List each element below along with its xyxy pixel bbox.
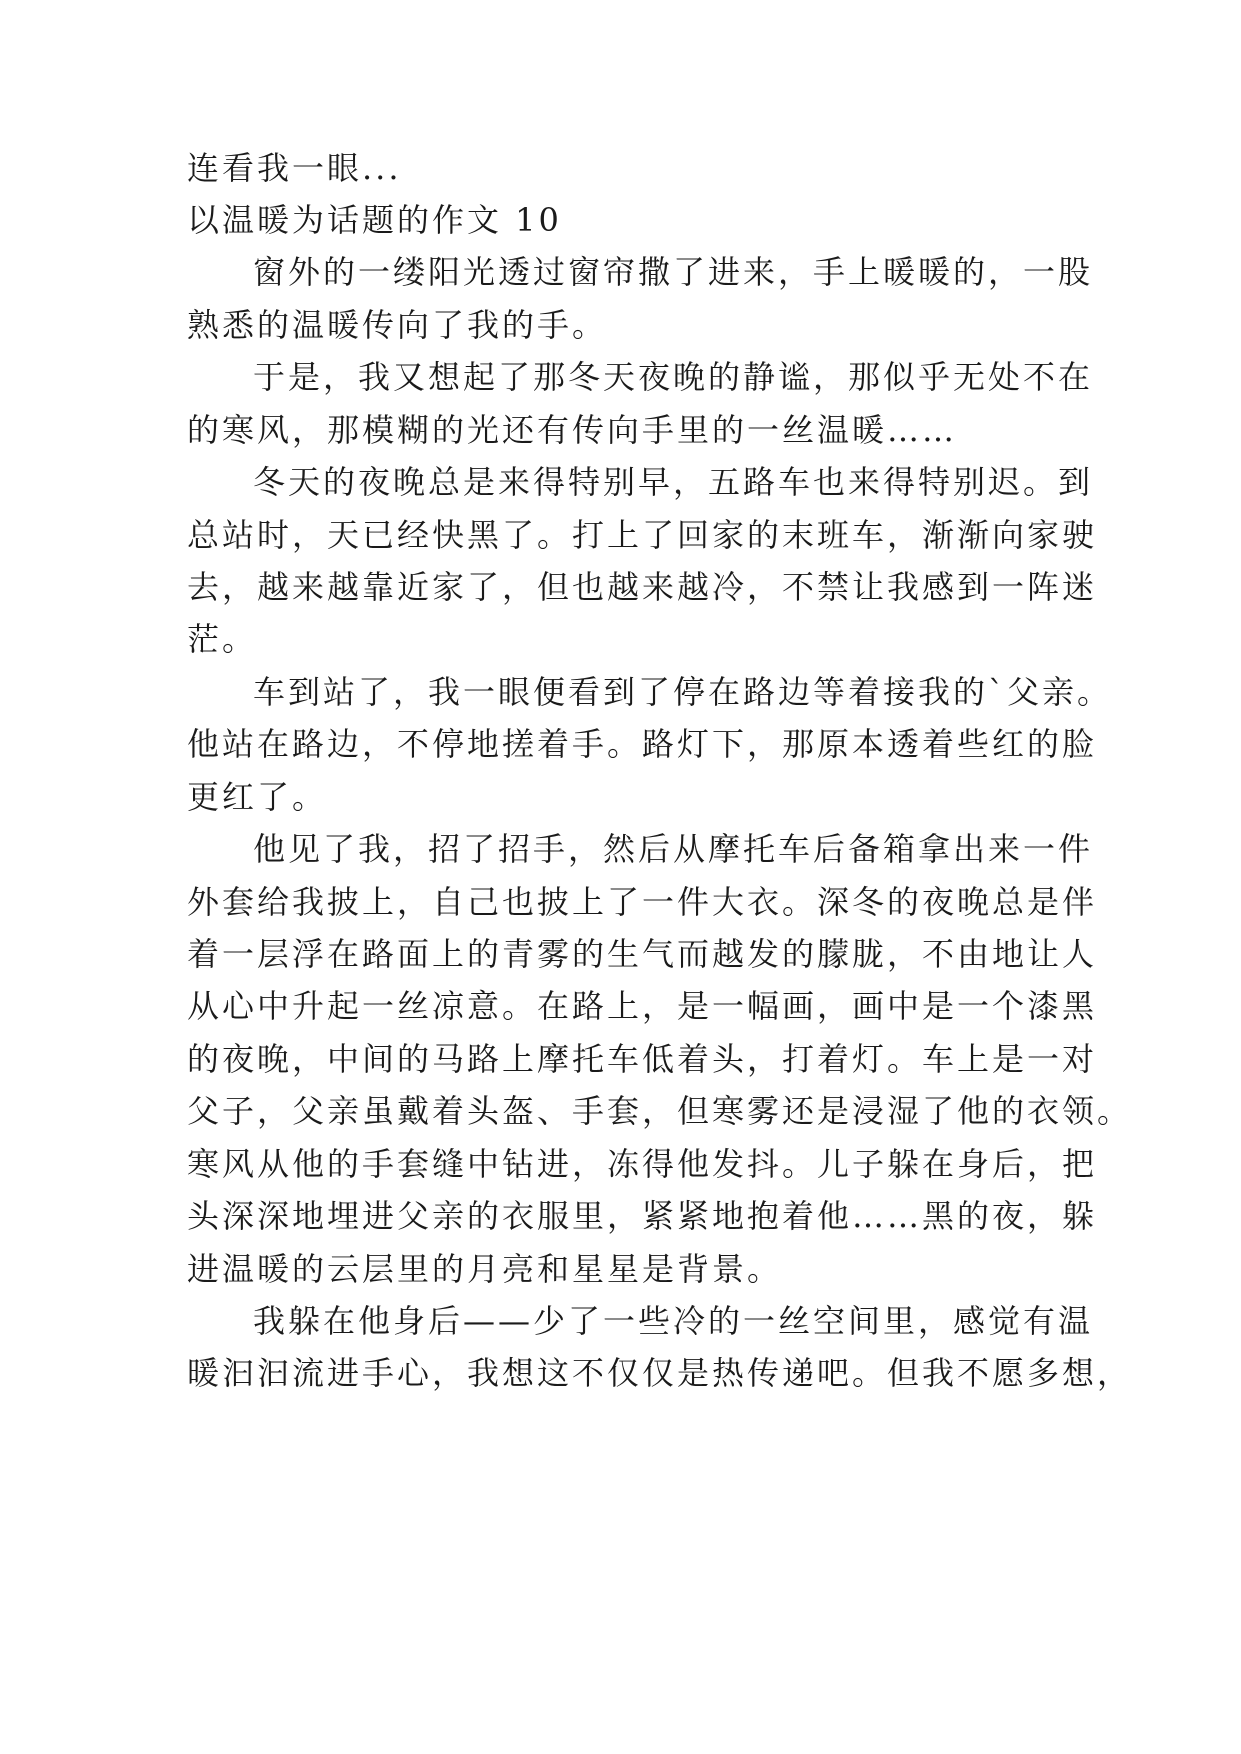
text-line: 头深深地埋进父亲的衣服里，紧紧地抱着他……黑的夜，躲 <box>187 1197 1098 1235</box>
text-line: 进温暖的云层里的月亮和星星是背景。 <box>187 1250 783 1288</box>
text-line: 寒风从他的手套缝中钻进，冻得他发抖。儿子躲在身后，把 <box>187 1145 1098 1183</box>
text-line: 车到站了，我一眼便看到了停在路边等着接我的`父亲。 <box>253 673 1113 711</box>
text-line: 他见了我，招了招手，然后从摩托车后备箱拿出来一件 <box>253 830 1094 868</box>
text-line: 他站在路边，不停地搓着手。路灯下，那原本透着些红的脸 <box>187 725 1098 763</box>
section-heading: 以温暖为话题的作文 10 <box>187 201 562 239</box>
text-line: 父子，父亲虽戴着头盔、手套，但寒雾还是浸湿了他的衣领。 <box>187 1092 1133 1130</box>
text-line: 从心中升起一丝凉意。在路上，是一幅画，画中是一个漆黑 <box>187 987 1098 1025</box>
text-line: 窗外的一缕阳光透过窗帘撒了进来，手上暖暖的，一股 <box>253 253 1094 291</box>
text-line: 茫。 <box>187 620 258 658</box>
text-line: 总站时，天已经快黑了。打上了回家的末班车，渐渐向家驶 <box>187 516 1098 554</box>
text-line: 冬天的夜晚总是来得特别早，五路车也来得特别迟。到 <box>253 463 1094 501</box>
text-line: 更红了。 <box>187 778 328 816</box>
text-line: 我躲在他身后——少了一些冷的一丝空间里，感觉有温 <box>253 1302 1094 1340</box>
text-line: 于是，我又想起了那冬天夜晚的静谧，那似乎无处不在 <box>253 358 1094 396</box>
text-line: 外套给我披上，自己也披上了一件大衣。深冬的夜晚总是伴 <box>187 883 1098 921</box>
text-line: 熟悉的温暖传向了我的手。 <box>187 306 608 344</box>
text-line: 连看我一眼... <box>187 149 402 187</box>
text-line: 去，越来越靠近家了，但也越来越冷，不禁让我感到一阵迷 <box>187 568 1098 606</box>
text-line: 暖汩汩流进手心，我想这不仅仅是热传递吧。但我不愿多想， <box>187 1354 1133 1392</box>
text-line: 着一层浮在路面上的青雾的生气而越发的朦胧，不由地让人 <box>187 935 1098 973</box>
text-line: 的寒风，那模糊的光还有传向手里的一丝温暖…… <box>187 411 958 449</box>
text-line: 的夜晚，中间的马路上摩托车低着头，打着灯。车上是一对 <box>187 1040 1098 1078</box>
